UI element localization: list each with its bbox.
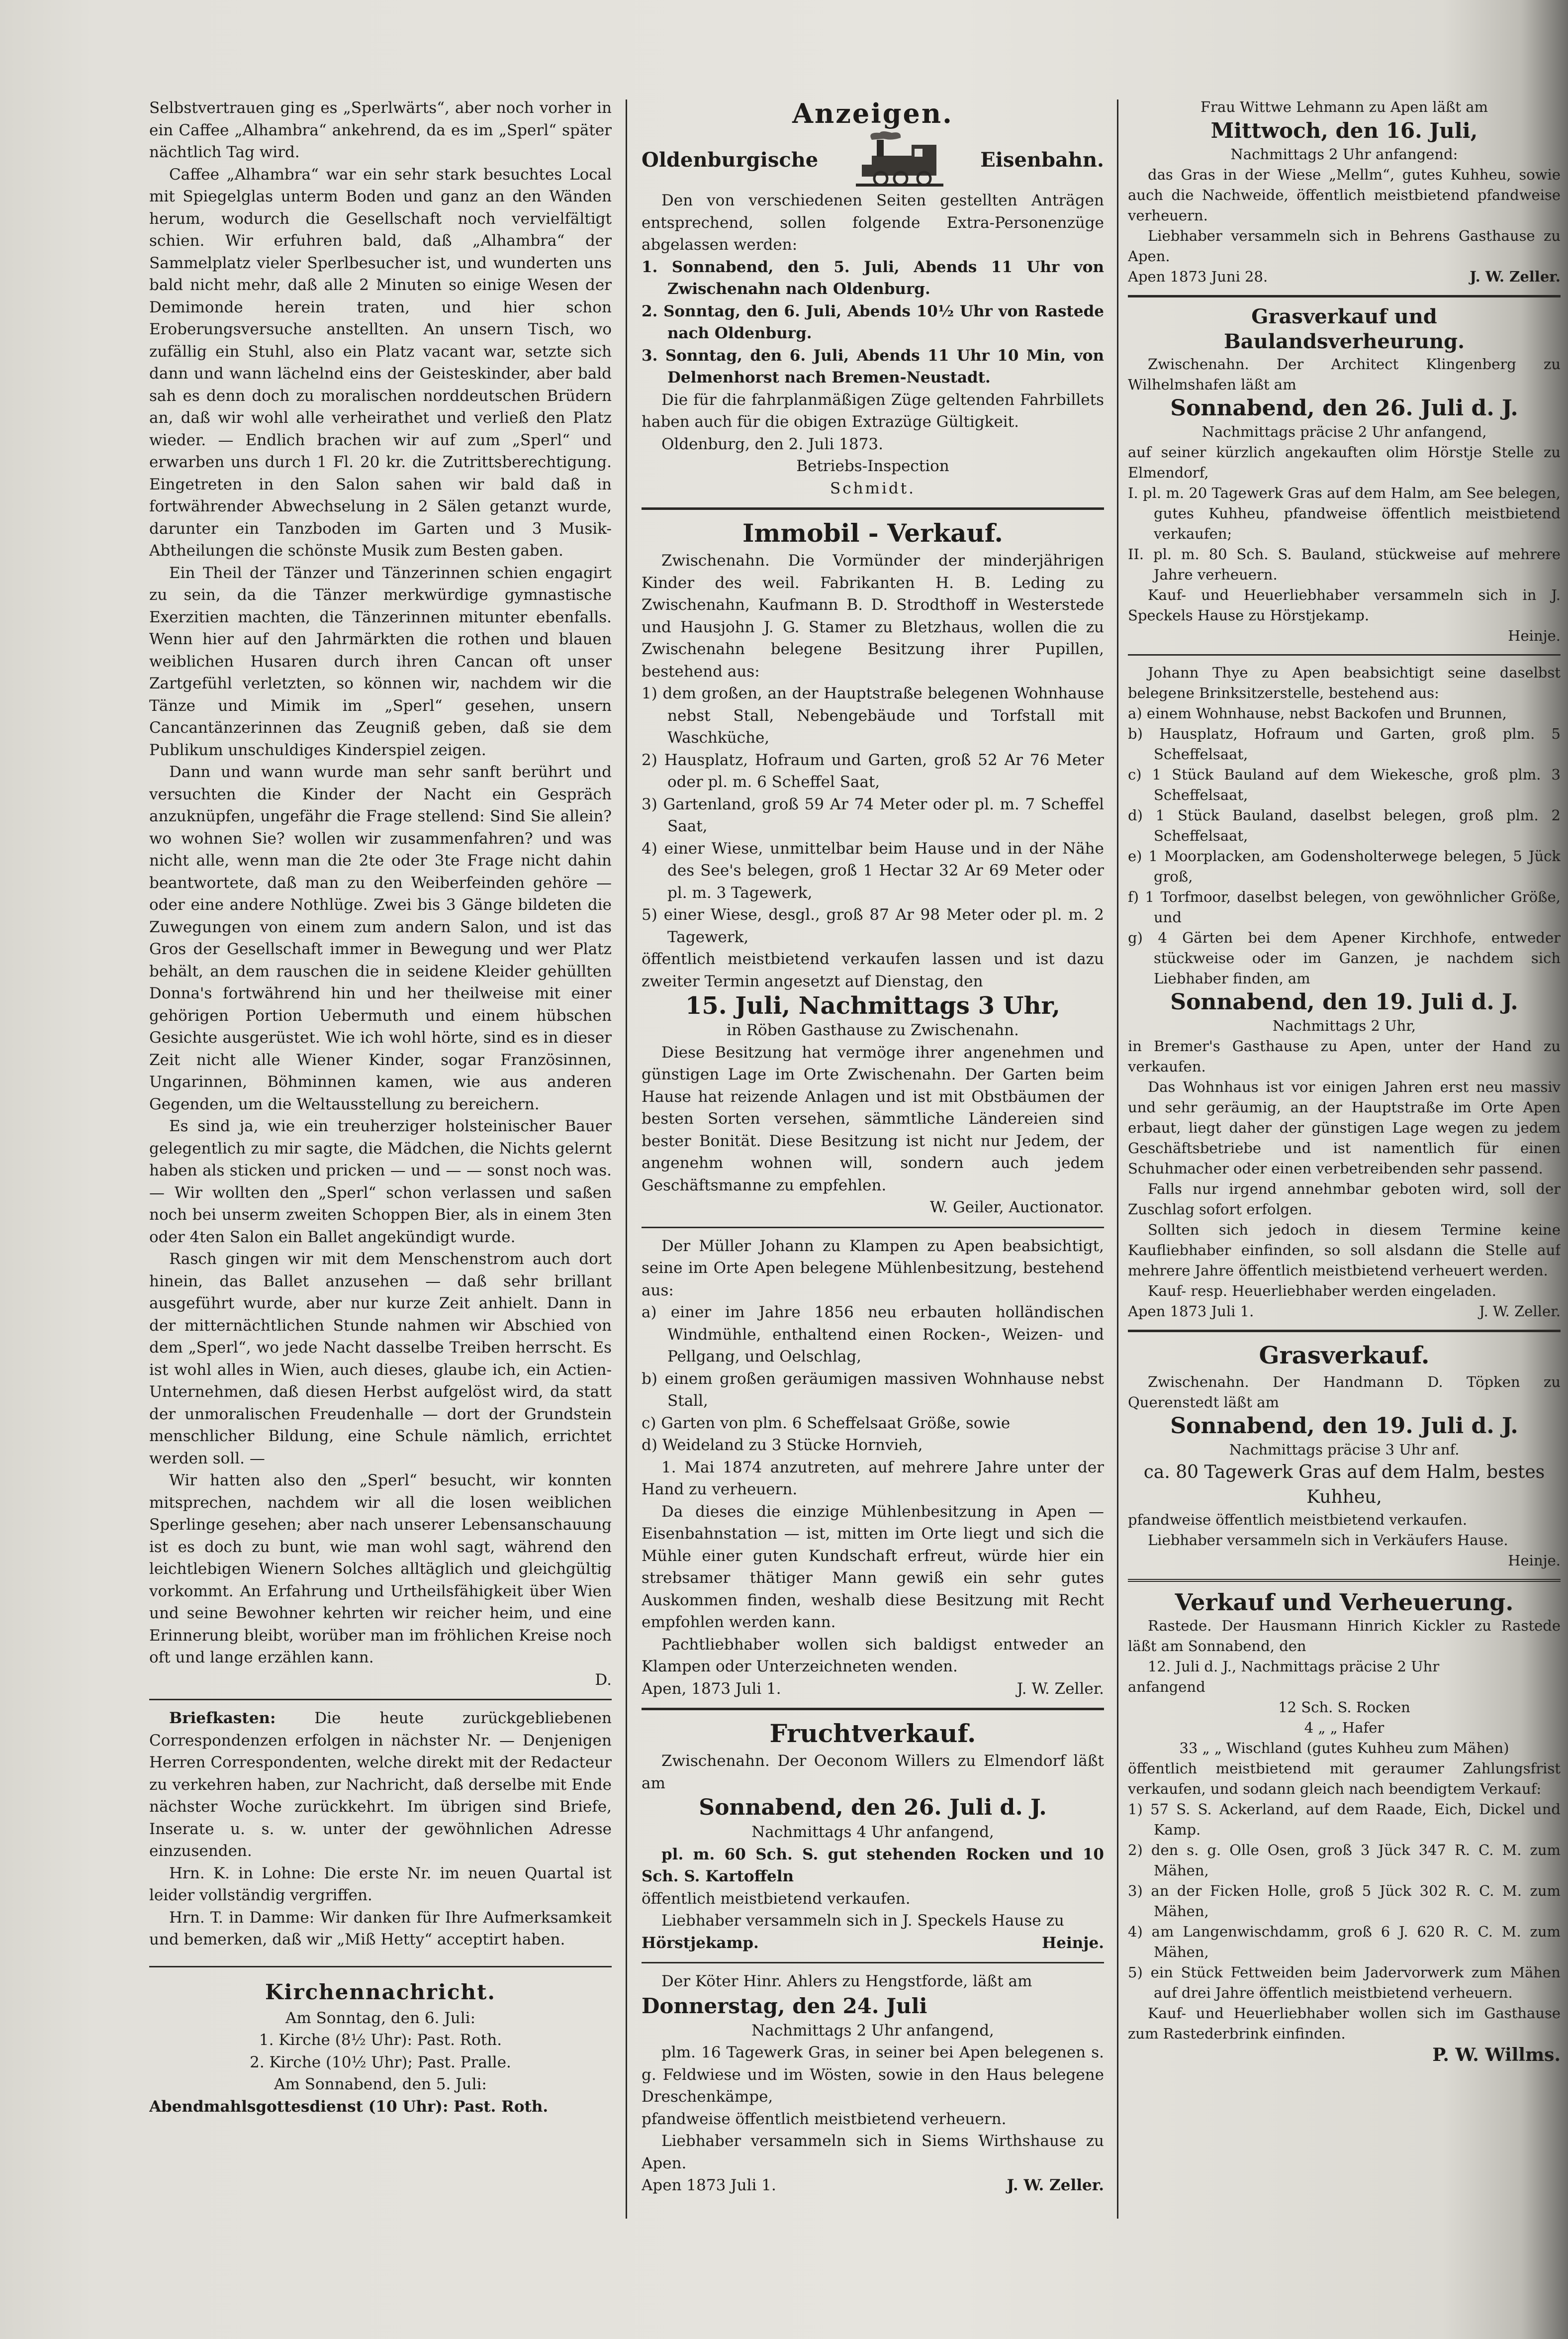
frucht-title: Fruchtverkauf.	[769, 1719, 976, 1748]
verkauf-verh-goods: 33 „ „ Wischland (gutes Kuhheu zum Mähen)	[1179, 1740, 1509, 1756]
grasverkauf-body: Liebhaber versammeln sich in Verkäufers Hause.	[1148, 1532, 1508, 1549]
muehle-item: c) Garten von plm. 6 Scheffelsaat Größe, sowie	[642, 1414, 1011, 1432]
rail-header	[642, 130, 1104, 190]
muehle-intro: Der Müller Johann zu Klampen zu Apen beabsichtigt, seine im Orte Apen belegene Mühlenbesitzung, bestehend aus:	[642, 1237, 1104, 1299]
muehle-body: 1. Mai 1874 anzutreten, auf mehrere Jahre unter der Hand zu verheuern.	[642, 1458, 1104, 1498]
immobil-signature: W. Geiler, Auctionator.	[929, 1198, 1104, 1216]
thye-item: b) Hausplatz, Hofraum und Garten, groß plm. 5 Scheffelsaat,	[1128, 725, 1561, 763]
kirchen-title: Kirchennachricht.	[265, 1979, 496, 2004]
immobil-intro: Zwischenahn. Die Vormünder der minderjährigen Kinder des weil. Fabrikanten H. B. Leding zu Zwischenahn, Kaufmann B. D. Strodthoff in Westerstede und Hausjohn J. G. Stamer zu Bletzhaus, wollen die zu Zwischenahn belegene Besitzung ihrer Pupillen, bestehend aus:	[642, 552, 1104, 681]
signature-name: J. W. Zeller.	[1016, 1679, 1104, 1698]
thye-signature	[1128, 1301, 1561, 1322]
lehmann-body: Liebhaber versammeln sich in Behrens Gasthause zu Apen.	[1128, 227, 1561, 265]
signature-place: Hörstjekamp.	[642, 1934, 759, 1952]
verkauf-verh-body: öffentlich meistbietend mit geraumer Zahlungsfrist verkaufen, und sodann gleich nach beendigtem Verkauf:	[1128, 1760, 1561, 1797]
ahlers-body: Liebhaber versammeln sich in Siems Wirthshause zu Apen.	[642, 2132, 1104, 2172]
briefkasten-notice	[149, 1707, 612, 1862]
thye-item: d) 1 Stück Bauland, daselbst belegen, groß plm. 2 Scheffelsaat,	[1128, 807, 1561, 844]
frucht-goods: pl. m. 60 Sch. S. gut stehenden Rocken und 10 Sch. S. Kartoffeln	[642, 1845, 1104, 1885]
signature-name: J. W. Zeller.	[1470, 268, 1561, 285]
thye-item: a) einem Wohnhause, nebst Backofen und Brunnen,	[1128, 705, 1507, 722]
gras-bau-intro: Zwischenahn. Der Architect Klingenberg zu Wilhelmshafen läßt am	[1128, 356, 1561, 393]
kirchen-line: 1. Kirche (8½ Uhr): Past. Roth.	[259, 2031, 502, 2049]
immobil-item: 4) einer Wiese, unmittelbar beim Hause und in der Nähe des See's belegen, groß 1 Hectar 32 Ar 69 Meter oder pl. m. 3 Tagewerk,	[642, 839, 1104, 902]
immobil-item: 5) einer Wiese, desgl., groß 87 Ar 98 Meter oder pl. m. 2 Tagewerk,	[642, 906, 1104, 946]
rail-right-label: Eisenbahn.	[980, 148, 1104, 172]
signature-date: Apen, 1873 Juli 1.	[642, 1679, 781, 1698]
lehmann-signature	[1128, 267, 1561, 287]
article-paragraph: Caffee „Alhambra“ war ein sehr stark besuchtes Local mit Spiegelglas unterm Boden und ganz an den Wänden herum, wodurch die Gesellschaft noch vervielfältigt schien. Wir erfuhren bald, daß „Alhambra“ der Sammelplatz vieler Sperlbesucher ist, und wunderten uns bald nicht mehr, daß alle 2 Minuten so einige Wesen der Demimonde herein traten, und hier schon Eroberungsversuche anstellten. An unsern Tisch, wo zufällig ein Stuhl, also ein Platz vacant war, setzte sich dann und wann lächelnd eins der Geisteskinder, aber bald sah es denn doch zu moralischen norddeutschen Brüdern an, daß wir wohl alle verheirathet und verließ den Platz wieder. — Endlich brachen wir auf zum „Sperl“ und erwarben uns durch 1 Fl. 20 kr. die Zutrittsberechtigung. Eingetreten in den Salon sahen wir bald daß in fortwährender Abwechselung in 2 Sälen getanzt wurde, darunter ein Tanzboden im Garten und 3 Musik-Abtheilungen die schönste Musik zum Besten gaben.	[149, 165, 612, 560]
immobil-item: 1) dem großen, an der Hauptstraße belegenen Wohnhause nebst Stall, Nebengebäude und Torfstall mit Waschküche,	[642, 684, 1104, 747]
briefkasten-text: Die heute zurückgebliebenen Correspondenzen erfolgen in nächster Nr. — Denjenigen Herren Correspondenten, welche direkt mit der Redacteur zu verkehren haben, zur Nachricht, daß derselbe mit Ende nächster Woche zurückkehrt. Im übrigen sind Briefe, Inserate u. s. w. unter der gewöhnlichen Adresse einzusenden.	[149, 1709, 612, 1860]
muehle-body: Pachtliebhaber wollen sich baldigst entweder an Klampen oder Unterzeichneten wenden.	[642, 1635, 1104, 1675]
column-rule-right	[1117, 99, 1118, 2219]
rail-date: Oldenburg, den 2. Juli 1873.	[661, 435, 883, 453]
verkauf-verh-signature: P. W. Willms.	[1432, 2045, 1561, 2065]
divider	[1128, 295, 1561, 297]
signature-date: Apen 1873 Juni 28.	[1128, 268, 1268, 285]
ahlers-signature	[642, 2174, 1104, 2197]
lehmann-date: Mittwoch, den 16. Juli,	[1210, 118, 1478, 143]
thye-body: Sollten sich jedoch in diesem Termine keine Kaufliebhaber einfinden, so soll alsdann die Stelle auf mehrere Jahre öffentlich meistbietend verheuert werden.	[1128, 1221, 1561, 1279]
grasverkauf-time: Nachmittags präcise 3 Uhr anf.	[1229, 1441, 1460, 1458]
gras-bau-signature: Heinje.	[1508, 627, 1561, 644]
ahlers-body: pfandweise öffentlich meistbietend verheuern.	[642, 2110, 1007, 2128]
grasverkauf-body: pfandweise öffentlich meistbietend verkaufen.	[1128, 1511, 1468, 1528]
rail-train: 1. Sonnabend, den 5. Juli, Abends 11 Uhr von Zwischenahn nach Oldenburg.	[642, 258, 1104, 298]
verkauf-verh-anf: anfangend	[1128, 1678, 1205, 1695]
article-paragraph: Ein Theil der Tänzer und Tänzerinnen schien engagirt zu sein, da die Tänzer merkwürdige gymnastische Exerzitien machten, die Tänzerinnen mitunter ebenfalls. Wenn hier auf den Jahrmärkten die rothen und blauen weiblichen Husaren durch ihren Cancan oft unser Zartgefühl verletzten, so können wir, nachdem wir die Tänze und Mimik im „Sperl“ gesehen, unsern Cancantänzerinnen das Zeugniß geben, daß sie dem Publikum unschuldiges Kinderspiel zeigen.	[149, 564, 612, 759]
frucht-body: Liebhaber versammeln sich in J. Speckels Hause zu	[661, 1912, 1064, 1930]
rail-train: 3. Sonntag, den 6. Juli, Abends 11 Uhr 10 Min, von Delmenhorst nach Bremen-Neustadt.	[642, 346, 1104, 387]
divider	[642, 507, 1104, 510]
frucht-intro: Zwischenahn. Der Oeconom Willers zu Elmendorf läßt am	[642, 1752, 1104, 1792]
thye-time: Nachmittags 2 Uhr,	[1272, 1017, 1416, 1034]
gras-bau-body: Kauf- und Heuerliebhaber versammeln sich in J. Speckels Hause zu Hörstjekamp.	[1128, 586, 1561, 624]
gras-bau-item: II. pl. m. 80 Sch. S. Bauland, stückweise auf mehrere Jahre verheuern.	[1128, 546, 1561, 583]
gras-bau-item: I. pl. m. 20 Tagewerk Gras auf dem Halm, am See belegen, gutes Kuhheu, pfandweise öffentlich meistbietend verkaufen;	[1128, 485, 1561, 542]
grasverkauf-title: Grasverkauf.	[1259, 1342, 1430, 1369]
signature-name: J. W. Zeller.	[1007, 2176, 1104, 2194]
verkauf-verh-item: 2) den s. g. Olle Osen, groß 3 Jück 347 R. C. M. zum Mähen,	[1128, 1842, 1561, 1879]
muehle-item: b) einem großen geräumigen massiven Wohnhause nebst Stall,	[642, 1369, 1104, 1410]
divider	[149, 1699, 612, 1700]
verkauf-verh-item: 3) an der Ficken Holle, groß 5 Jück 302 R. C. M. zum Mähen,	[1128, 1882, 1561, 1920]
ahlers-date: Donnerstag, den 24. Juli	[642, 1993, 927, 2018]
verkauf-verh-goods: 12 Sch. S. Rocken	[1278, 1699, 1410, 1716]
verkauf-verh-title: Verkauf und Verheuerung.	[1175, 1589, 1514, 1616]
grasverkauf-signature: Heinje.	[1508, 1552, 1561, 1569]
muehle-body: Da dieses die einzige Mühlenbesitzung in Apen — Eisenbahnstation — ist, mitten im Orte liegt und sich die Mühle einer guten Kundschaft erfreut, würde hier ein strebsamer thätiger Mann gewiß ein sehr gutes Auskommen finden, weshalb diese Besitzung mit Recht empfohlen werden kann.	[642, 1502, 1104, 1631]
rail-note: Die für die fahrplanmäßigen Züge geltenden Fahrbillets haben auch für die obigen Extrazüge Gültigkeit.	[642, 390, 1104, 431]
grasverkauf-goods: ca. 80 Tagewerk Gras auf dem Halm, bestes Kuhheu,	[1143, 1462, 1545, 1507]
muehle-item: a) einer im Jahre 1856 neu erbauten holländischen Windmühle, enthaltend einen Rocken-, Weizen- und Pellgang, und Oelschlag,	[642, 1303, 1104, 1365]
gras-bau-body: auf seiner kürzlich angekauften olim Hörstje Stelle zu Elmendorf,	[1128, 444, 1561, 481]
article-paragraph: Dann und wann wurde man sehr sanft berührt und versuchten die Kinder der Nacht ein Gespräch anzuknüpfen, ungefähr die Frage stellend: Sind Sie allein? wo wohnen Sie? wollen wir zusammenfahren? und was nicht alle, wenn man die 2te oder 3te Frage nicht dahin beantwortete, daß man zu den Weiberfeinden gehöre — oder eine andere Nothlüge. Zwei bis 3 Gänge bildeten die Zuwegungen von einem zum andern Salon, und ist das Gros der Gesellschaft immer in Bewegung und wer Platz behält, an dem rauschen die in seidene Kleider gehüllten Donna's fortwährend hin und her theilweise mit einer gehörigen Portion Uebermuth und einem hübschen Gesichte ausgerüstet. Wie ich wohl hörte, sind es in dieser Zeit nicht alle Wiener Kinder, sogar Französinnen, Ungarinnen, Böhminnen kamen, wie aus anderen Gegenden, um die Weltausstellung zu bereichern.	[149, 763, 612, 1113]
muehle-signature	[642, 1678, 1104, 1700]
signature-name: J. W. Zeller.	[1479, 1303, 1561, 1320]
gras-bau-title: Grasverkauf und Baulandsverheurung.	[1223, 305, 1465, 353]
thye-date: Sonnabend, den 19. Juli d. J.	[1170, 989, 1518, 1015]
signature-date: Apen 1873 Juli 1.	[1128, 1303, 1254, 1320]
divider	[1128, 1330, 1561, 1332]
grasverkauf-intro: Zwischenahn. Der Handmann D. Töpken zu Querenstedt läßt am	[1128, 1373, 1561, 1411]
column-ads-middle	[642, 97, 1104, 2216]
verkauf-verh-item: 1) 57 S. S. Ackerland, auf dem Raade, Eich, Dickel und Kamp.	[1128, 1801, 1561, 1838]
divider	[1128, 654, 1561, 656]
ahlers-time: Nachmittags 2 Uhr anfangend,	[751, 2021, 994, 2040]
frucht-date: Sonnabend, den 26. Juli d. J.	[699, 1795, 1047, 1820]
rail-left-label: Oldenburgische	[642, 148, 819, 172]
frucht-time: Nachmittags 4 Uhr anfangend,	[751, 1823, 994, 1841]
article-paragraph: Es sind ja, wie ein treuherziger holsteinischer Bauer gelegentlich zu mir sagte, die Mädchen, die Nichts gelernt haben als sticken und pricken — und — — sonst noch was. — Wir wollten den „Sperl“ schon verlassen und saßen noch bei unserm zweiten Schoppen Bier, als in einem 3ten oder 4ten Salon ein Ballet angekündigt wurde.	[149, 1117, 612, 1246]
thye-body: Kauf- resp. Heuerliebhaber werden eingeladen.	[1148, 1282, 1496, 1299]
briefkasten-note: Hrn. T. in Damme: Wir danken für Ihre Aufmerksamkeit und bemerken, daß wir „Miß Hetty“ acceptirt haben.	[149, 1908, 612, 1949]
anzeigen-title: Anzeigen.	[792, 97, 953, 129]
grasverkauf-date: Sonnabend, den 19. Juli d. J.	[1170, 1413, 1518, 1439]
frucht-signature	[642, 1932, 1104, 1954]
immobil-middle: öffentlich meistbietend verkaufen lassen und ist dazu zweiter Termin angesetzt auf Dienstag, den	[642, 950, 1104, 990]
article-paragraph: Wir hatten also den „Sperl“ besucht, wir konnten mitsprechen, nachdem wir all die losen weiblichen Sperlinge gesehen; aber nach unserer Lebensanschauung ist es doch zu bunt, wie man wohl sagt, während den leichtlebigen Wienern Solches alltäglich und gleichgültig vorkommt. An Erfahrung und Urtheilsfähigkeit über Wien und seine Bewohner kehrten wir reicher heim, und eine Erinnerung bleibt, worüber man im fröhlichen Kreise noch oft und lange erzählen kann.	[149, 1471, 612, 1666]
verkauf-verh-body: Kauf- und Heuerliebhaber wollen sich im Gasthause zum Rastederbrink einfinden.	[1128, 2005, 1561, 2042]
column-rule-left	[626, 99, 627, 2219]
briefkasten-note: Hrn. K. in Lohne: Die erste Nr. im neuen Quartal ist leider vollständig vergriffen.	[149, 1864, 612, 1904]
lehmann-intro: Frau Wittwe Lehmann zu Apen läßt am	[1200, 98, 1488, 115]
ahlers-intro: Der Köter Hinr. Ahlers zu Hengstforde, läßt am	[661, 1972, 1032, 1990]
lehmann-time: Nachmittags 2 Uhr anfangend:	[1230, 146, 1458, 163]
verkauf-verh-date: 12. Juli d. J., Nachmittags präcise 2 Uhr	[1148, 1658, 1440, 1675]
column-article	[149, 97, 612, 2216]
kirchen-line: Am Sonnabend, den 5. Juli:	[274, 2075, 487, 2093]
immobil-place: in Röben Gasthause zu Zwischenahn.	[727, 1021, 1019, 1039]
lehmann-body: das Gras in der Wiese „Mellm“, gutes Kuhheu, sowie auch die Nachweide, öffentlich meistbietend pfandweise verheuern.	[1128, 166, 1561, 224]
ahlers-body: plm. 16 Tagewerk Gras, in seiner bei Apen belegenen s. g. Feldwiese und im Wösten, sowie in den Haus belegene Dreschenkämpe,	[642, 2044, 1104, 2106]
verkauf-verh-item: 4) am Langenwischdamm, groß 6 J. 620 R. C. M. zum Mähen,	[1128, 1923, 1561, 1960]
verkauf-verh-item: 5) ein Stück Fettweiden beim Jadervorwerk zum Mähen auf drei Jahre öffentlich meistbietend verheuern.	[1128, 1964, 1561, 2001]
immobil-item: 3) Gartenland, groß 59 Ar 74 Meter oder pl. m. 7 Scheffel Saat,	[642, 795, 1104, 835]
article-paragraph: Rasch gingen wir mit dem Menschenstrom auch dort hinein, das Ballet anzusehen — daß sehr brillant ausgeführt wurde, aber nur kurze Zeit anhielt. Dann in der mitternächtlichen Stunde nahmen wir Abschied von dem „Sperl“, wo jede Nacht dasselbe Treiben herrscht. Es ist wohl alles in Wien, auch dieses, glaube ich, ein Actien-Unternehmen, daß diesen Herbst aufgelöst wird, da statt der unmoralischen Freudenhalle — dort der Grundstein menschlicher Bildung, eine Schule nämlich, errichtet werden soll. —	[149, 1250, 612, 1467]
kirchen-line: 2. Kirche (10½ Uhr); Past. Pralle.	[250, 2053, 511, 2071]
immobil-item: 2) Hausplatz, Hofraum und Garten, groß 52 Ar 76 Meter oder pl. m. 6 Scheffel Saat,	[642, 751, 1104, 791]
signature-date: Apen 1873 Juli 1.	[642, 2176, 776, 2194]
verkauf-verh-intro: Rastede. Der Hausmann Hinrich Kickler zu Rastede läßt am Sonnabend, den	[1128, 1617, 1561, 1655]
rail-office: Betriebs-Inspection	[796, 457, 949, 475]
thye-body: Das Wohnhaus ist vor einigen Jahren erst neu massiv und sehr geräumig, an der Hauptstraße im Orte Apen erbaut, liegt daher der günstigen Lage wegen zu jedem Geschäftsbetriebe und ist namentlich für einen Schuhmacher oder einen verbetreibenden sehr passend.	[1128, 1078, 1561, 1177]
divider	[1128, 1579, 1561, 1582]
kirchen-abendmahl: Abendmahlsgottesdienst (10 Uhr): Past. Roth.	[149, 2097, 549, 2116]
immobil-date: 15. Juli, Nachmittags 3 Uhr,	[685, 992, 1060, 1020]
article-signoff: D.	[595, 1670, 612, 1689]
thye-body: in Bremer's Gasthause zu Apen, unter der Hand zu verkaufen.	[1128, 1038, 1561, 1075]
divider	[149, 1966, 612, 1967]
gras-bau-date: Sonnabend, den 26. Juli d. J.	[1170, 395, 1518, 421]
immobil-title: Immobil - Verkauf.	[742, 518, 1003, 548]
briefkasten-title: Briefkasten:	[169, 1709, 276, 1727]
rail-signature: Schmidt.	[830, 479, 916, 497]
thye-item: c) 1 Stück Bauland auf dem Wiekesche, groß plm. 3 Scheffelsaat,	[1128, 766, 1561, 803]
kirchen-line: Am Sonntag, den 6. Juli:	[285, 2009, 476, 2027]
divider	[642, 1962, 1104, 1963]
rail-intro: Den von verschiedenen Seiten gestellten Anträgen entsprechend, sollen folgende Extra-Personenzüge abgelassen werden:	[642, 192, 1104, 254]
gras-bau-time: Nachmittags präcise 2 Uhr anfangend,	[1201, 423, 1487, 440]
immobil-body: Diese Besitzung hat vermöge ihrer angenehmen und günstigen Lage im Orte Zwischenahn. Der Garten beim Hause hat reizende Anlagen und ist mit Obstbäumen der besten Sorten versehen, sämmtliche Ländereien sind bester Bonität. Diese Besitzung ist nicht nur Jedem, der angenehm wohnen will, sondern auch jedem Geschäftsmanne zu empfehlen.	[642, 1043, 1104, 1194]
divider	[642, 1708, 1104, 1710]
thye-item: e) 1 Moorplacken, am Godensholterwege belegen, 5 Jück groß,	[1128, 848, 1561, 885]
frucht-body: öffentlich meistbietend verkaufen.	[642, 1889, 911, 1908]
muehle-item: d) Weideland zu 3 Stücke Hornvieh,	[642, 1436, 923, 1454]
verkauf-verh-goods: 4 „ „ Hafer	[1304, 1719, 1384, 1736]
divider	[642, 1227, 1104, 1228]
thye-body: Falls nur irgend annehmbar geboten wird, soll der Zuschlag sofort erfolgen.	[1128, 1180, 1561, 1218]
thye-intro: Johann Thye zu Apen beabsichtigt seine daselbst belegene Brinksitzerstelle, bestehend aus:	[1128, 664, 1561, 701]
locomotive-icon	[852, 130, 946, 190]
thye-item: g) 4 Gärten bei dem Apener Kirchhofe, entweder stückweise oder im Ganzen, je nachdem sich Liebhaber finden, am	[1128, 929, 1561, 987]
article-paragraph: Selbstvertrauen ging es „Sperlwärts“, aber noch vorher in ein Caffee „Alhambra“ ankehrend, da es im „Sperl“ später nächtlich Tag wird.	[149, 99, 612, 161]
column-ads-right	[1128, 97, 1561, 2216]
signature-name: Heinje.	[1041, 1934, 1104, 1952]
rail-train: 2. Sonntag, den 6. Juli, Abends 10½ Uhr von Rastede nach Oldenburg.	[642, 302, 1104, 342]
thye-item: f) 1 Torfmoor, daselbst belegen, von gewöhnlicher Größe, und	[1128, 888, 1561, 926]
